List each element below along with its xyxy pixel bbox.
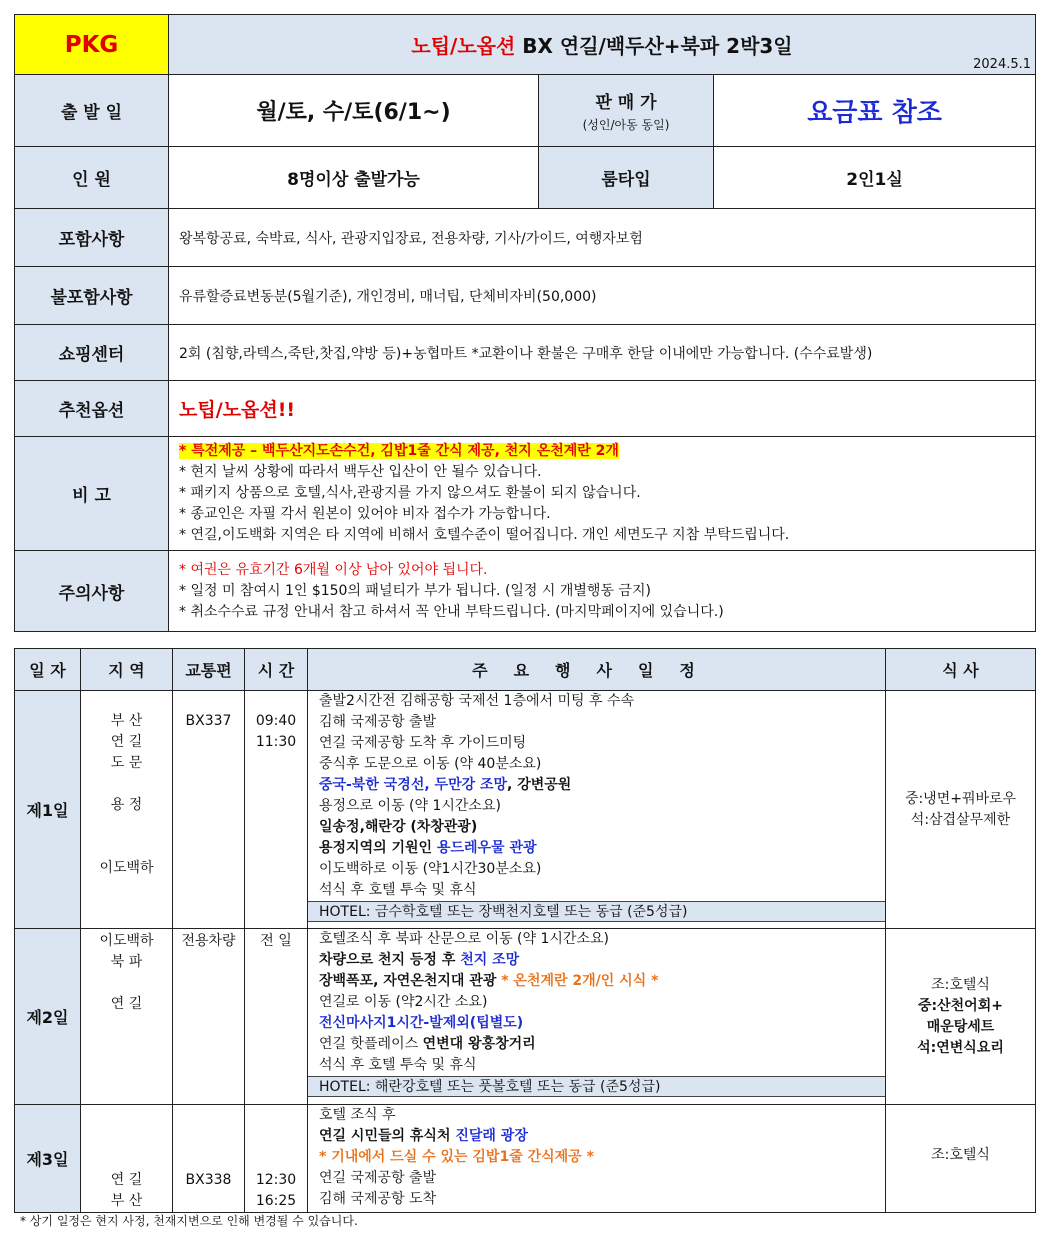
region: 이도백하 <box>99 860 154 876</box>
departure-label: 출 발 일 <box>15 75 169 147</box>
excluded-label: 불포함사항 <box>15 267 169 325</box>
region: 연 길 <box>110 996 143 1012</box>
schedule-line <box>308 775 885 796</box>
schedule-line: 김해 국제공항 도착 <box>319 1191 437 1207</box>
package-info-table <box>14 14 1036 632</box>
schedule-line: 용정으로 이동 (약 1시간소요) <box>319 798 501 814</box>
schedule-text: 연길 시민들의 휴식처 <box>319 1128 456 1144</box>
price-label: 판 매 가 <box>595 93 657 113</box>
time: 12:30 <box>255 1172 297 1188</box>
time: 16:25 <box>255 1193 297 1209</box>
remarks-list <box>169 437 1036 551</box>
region: 부 산 <box>110 713 143 729</box>
page-title <box>169 15 1036 75</box>
remarks-item: * 특전제공 – 백두산지도손수건, 김밥1줄 간식 제공, 천지 온천계란 2개 <box>179 443 619 459</box>
caution-label: 주의사항 <box>15 551 169 632</box>
col-header-time: 시 간 <box>245 649 308 691</box>
included-label: 포함사항 <box>15 209 169 267</box>
shopping-label: 쇼핑센터 <box>15 325 169 381</box>
meal-item: 중:냉면+꿔바로우 <box>904 790 1017 807</box>
meal-item: 중:산천어회+ <box>918 997 1003 1014</box>
caution-item: * 취소수수료 규정 안내서 참고 하셔서 꼭 안내 부탁드립니다. (마지막페이지에 있습니다.) <box>179 603 724 620</box>
time: 11:30 <box>255 734 297 750</box>
people-value: 8명이상 출발가능 <box>169 147 539 209</box>
day2-label: 제2일 <box>15 929 81 1105</box>
highlight-text: 천지 조망 <box>460 952 520 968</box>
people-label: 인 원 <box>15 147 169 209</box>
region: 도 문 <box>110 755 143 771</box>
highlight-text: * 온천계란 2개/인 시식 * <box>496 973 659 989</box>
hotel-info: HOTEL: 금수학호텔 또는 장백천지호텔 또는 동급 (준5성급) <box>308 901 885 922</box>
day1-meals <box>886 691 1036 929</box>
day2-row <box>15 929 1036 1105</box>
day3-label: 제3일 <box>15 1105 81 1213</box>
title-text: BX 연길/백두산+북파 2박3일 <box>515 34 793 58</box>
schedule-line: 중식후 도문으로 이동 (약 40분소요) <box>319 756 542 772</box>
schedule-line: * 기내에서 드실 수 있는 김밥1줄 간식제공 * <box>319 1149 594 1165</box>
remarks-item: * 현지 날씨 상황에 따라서 백두산 입산이 안 될수 있습니다. <box>179 464 542 480</box>
caution-list <box>169 551 1036 632</box>
day2-regions <box>81 929 173 1105</box>
day2-schedule <box>308 929 886 1105</box>
day3-schedule <box>308 1105 886 1213</box>
schedule-text: , 강변공원 <box>507 777 572 793</box>
schedule-line <box>308 838 885 859</box>
meal-item: 조:호텔식 <box>931 1147 990 1163</box>
time: 09:40 <box>255 713 297 729</box>
day1-regions <box>81 691 173 929</box>
schedule-text: 용정지역의 기원인 <box>319 840 437 856</box>
schedule-line: 석식 후 호텔 투숙 및 휴식 <box>319 882 477 898</box>
room-value: 2인1실 <box>714 147 1036 209</box>
schedule-line: 연길 국제공항 출발 <box>319 1170 437 1186</box>
hotel-info: HOTEL: 해란강호텔 또는 풋볼호텔 또는 동급 (준5성급) <box>308 1076 885 1097</box>
schedule-line: 출발2시간전 김해공항 국제선 1층에서 미팅 후 수속 <box>319 693 634 709</box>
highlight-text: 진달래 광장 <box>455 1128 528 1144</box>
caution-item: * 일정 미 참여시 1인 $150의 패널티가 부가 됩니다. (일정 시 개별행동 금지) <box>179 582 651 599</box>
remarks-item: * 패키지 상품으로 호텔,식사,관광지를 가지 않으셔도 환불이 되지 않습니다. <box>179 485 641 501</box>
col-header-schedule: 주요행사일정 <box>308 649 886 691</box>
meal-item: 매운탕세트 <box>926 1018 995 1035</box>
col-header-day: 일 자 <box>15 649 81 691</box>
option-value: 노팁/노옵션!! <box>169 381 1036 437</box>
meal-item: 석:삼겹살무제한 <box>910 811 1011 828</box>
meal-item: 조:호텔식 <box>931 976 990 993</box>
schedule-text: 연길 핫플레이스 <box>319 1036 423 1052</box>
day1-transport: BX337 <box>173 691 245 929</box>
price-sub-label: (성인/아동 동일) <box>582 118 670 132</box>
day3-row <box>15 1105 1036 1213</box>
region: 연 길 <box>110 1172 143 1188</box>
schedule-line: 이도백하로 이동 (약1시간30분소요) <box>319 861 542 877</box>
remarks-label: 비 고 <box>15 437 169 551</box>
caution-item: * 여권은 유효기간 6개월 이상 남아 있어야 됩니다. <box>179 561 488 578</box>
highlight-text: 용드레우물 관광 <box>436 840 537 856</box>
region: 북 파 <box>110 954 143 970</box>
schedule-line <box>308 950 885 971</box>
price-label-cell <box>539 75 714 147</box>
day3-times <box>245 1105 308 1213</box>
day1-times <box>245 691 308 929</box>
region: 용 정 <box>110 797 143 813</box>
region: 부 산 <box>110 1193 143 1209</box>
itinerary-table <box>14 648 1036 1213</box>
pkg-label: PKG <box>15 15 169 75</box>
schedule-text: 연변대 왕홍창거리 <box>422 1036 536 1052</box>
schedule-line <box>308 1034 885 1055</box>
title-highlight: 노팁/노옵션 <box>411 34 516 58</box>
day2-times <box>245 929 308 1105</box>
col-header-region: 지 역 <box>81 649 173 691</box>
day1-schedule <box>308 691 886 929</box>
col-header-transport: 교통편 <box>173 649 245 691</box>
remarks-item: * 연길,이도백화 지역은 타 지역에 비해서 호텔수준이 떨어집니다. 개인 세면도구 지참 부탁드립니다. <box>179 527 790 543</box>
price-value: 요금표 참조 <box>714 75 1036 147</box>
schedule-line: 호텔조식 후 북파 산문으로 이동 (약 1시간소요) <box>319 931 609 947</box>
shopping-value: 2회 (침향,라텍스,죽탄,찻집,약방 등)+농협마트 *교환이나 환불은 구매후 한달 이내에만 가능합니다. (수수료발생) <box>169 325 1036 381</box>
schedule-line <box>308 1126 885 1147</box>
schedule-line: 김해 국제공항 출발 <box>319 714 437 730</box>
room-label: 룸타입 <box>539 147 714 209</box>
included-value: 왕복항공료, 숙박료, 식사, 관광지입장료, 전용차량, 기사/가이드, 여행자보험 <box>169 209 1036 267</box>
col-header-meal: 식 사 <box>886 649 1036 691</box>
schedule-text: 장백폭포, 자연온천지대 관광 <box>319 973 497 989</box>
region: 연 길 <box>110 734 143 750</box>
remarks-item: * 종교인은 자필 각서 원본이 있어야 비자 접수가 가능합니다. <box>179 506 551 522</box>
day1-label: 제1일 <box>15 691 81 929</box>
day3-transport: BX338 <box>173 1105 245 1213</box>
time: 전 일 <box>260 933 292 949</box>
schedule-text: 차량으로 천지 등정 후 <box>319 952 461 968</box>
schedule-line: 연길 국제공항 도착 후 가이드미팅 <box>319 735 527 751</box>
schedule-line: 석식 후 호텔 투숙 및 휴식 <box>319 1057 477 1073</box>
day3-meals <box>886 1105 1036 1213</box>
region: 이도백하 <box>99 933 154 949</box>
meal-item: 석:연변식요리 <box>917 1039 1004 1056</box>
schedule-line: 호텔 조식 후 <box>319 1107 396 1123</box>
excluded-value: 유류할증료변동분(5월기준), 개인경비, 매너팁, 단체비자비(50,000) <box>169 267 1036 325</box>
schedule-line: 전신마사지1시간-발제외(팁별도) <box>319 1015 524 1031</box>
schedule-line <box>308 971 885 992</box>
day2-meals <box>886 929 1036 1105</box>
footnote: * 상기 일정은 현지 사정, 천재지변으로 인해 변경될 수 있습니다. <box>20 1214 358 1228</box>
schedule-line: 일송정,해란강 (차창관광) <box>319 819 478 835</box>
option-label: 추천옵션 <box>15 381 169 437</box>
issue-date: 2024.5.1 <box>973 57 1032 72</box>
day1-row <box>15 691 1036 929</box>
highlight-text: 중국-북한 국경선, 두만강 조망 <box>319 777 508 793</box>
day2-transport: 전용차량 <box>173 929 245 1105</box>
day3-regions <box>81 1105 173 1213</box>
schedule-line: 연길로 이동 (약2시간 소요) <box>319 994 488 1010</box>
departure-value: 월/토, 수/토(6/1~) <box>169 75 539 147</box>
